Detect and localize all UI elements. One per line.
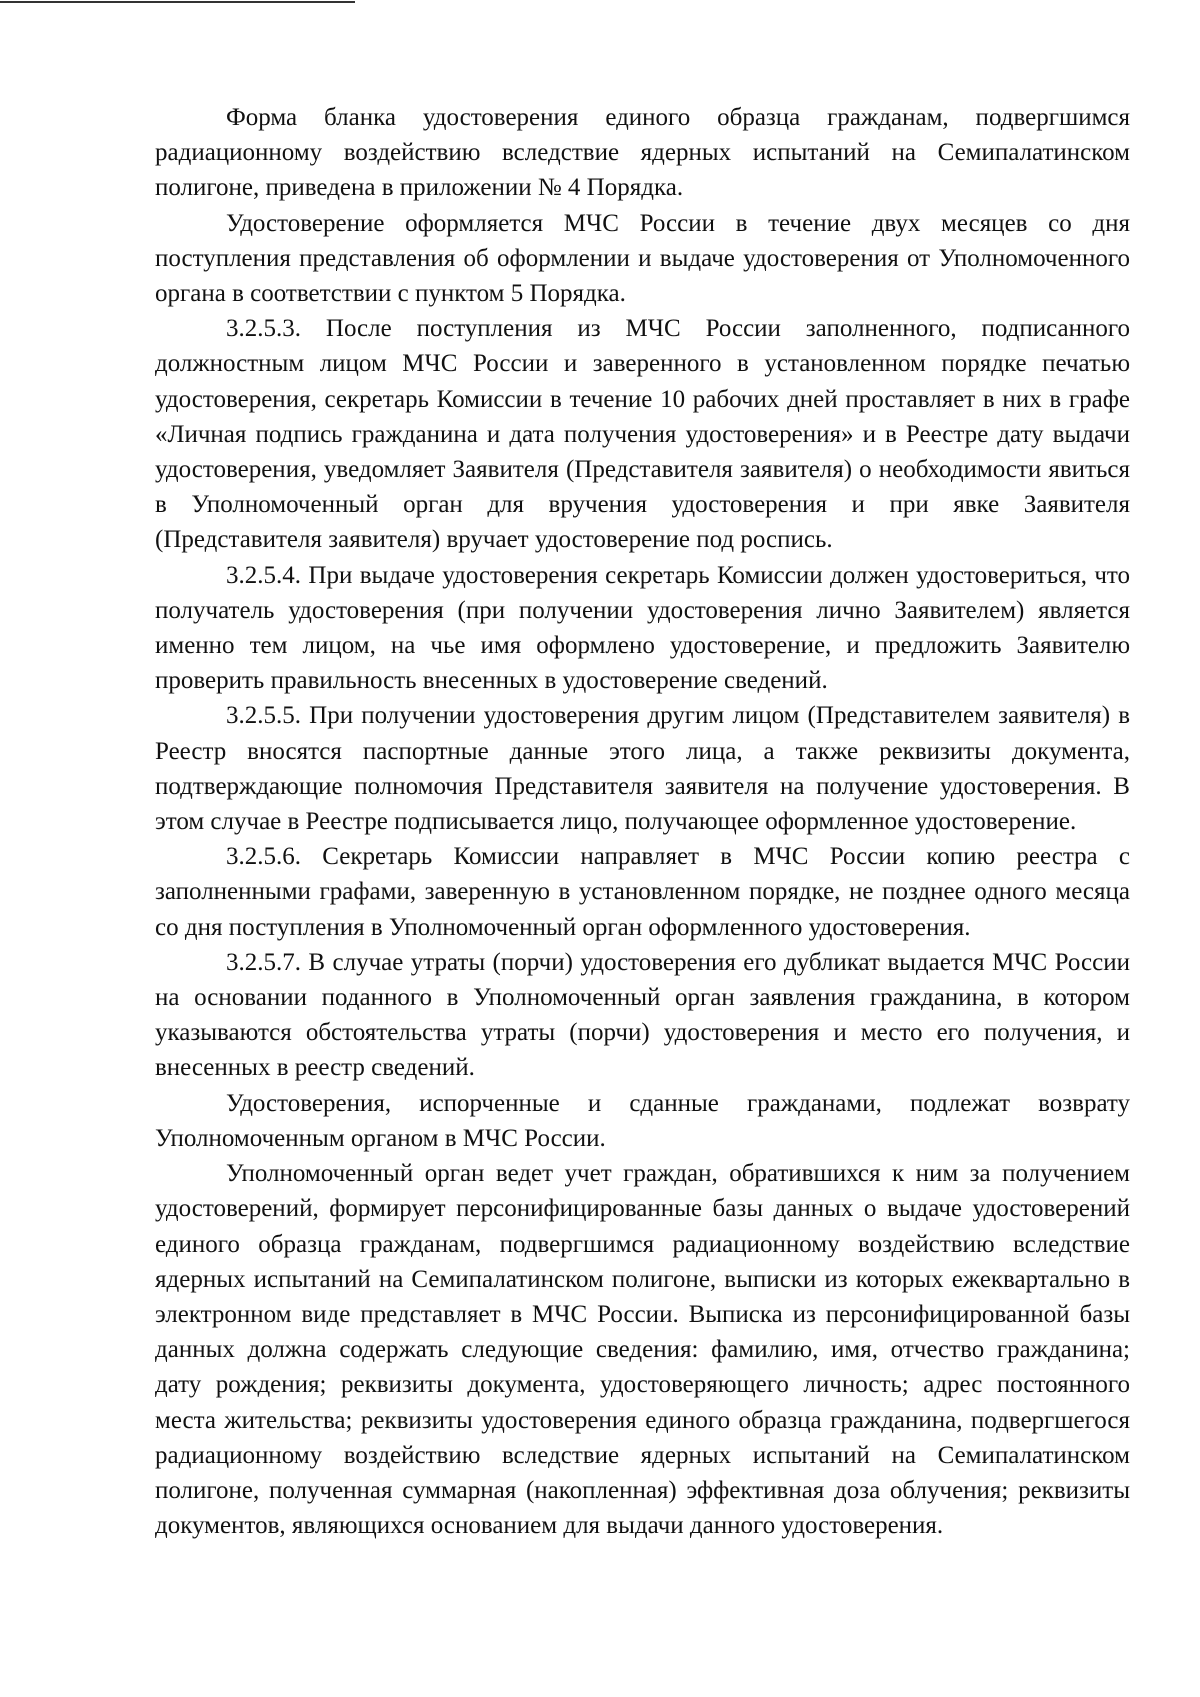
paragraph-3-2-5-6: 3.2.5.6. Секретарь Комиссии направляет в МЧС России копию реестра с заполненными графами, заверенную в установленном порядке, не позднее одного месяца со дня поступления в Уполномоченный орган оформленного удостоверения.: [155, 843, 1130, 941]
paragraph-form-blank: Форма бланка удостоверения единого образца гражданам, подвергшимся радиационному воздействию вследствие ядерных испытаний на Семипалатинском полигоне, приведена в приложении № 4 Порядка.: [155, 104, 1130, 202]
paragraph-3-2-5-5: 3.2.5.5. При получении удостоверения другим лицом (Представителем заявителя) в Реестр вносятся паспортные данные этого лица, а также реквизиты документа, подтверждающие полномочия Представителя заявителя на получение удостоверения. В этом случае в Реестре подписывается лицо, получающее оформленное удостоверение.: [155, 702, 1130, 836]
paragraph-3-2-5-7: 3.2.5.7. В случае утраты (порчи) удостоверения его дубликат выдается МЧС России на основании поданного в Уполномоченный орган заявления гражданина, в котором указываются обстоятельства утраты (порчи) удостоверения и место его получения, и внесенных в реестр сведений.: [155, 948, 1130, 1082]
scan-edge-line: [0, 1, 355, 3]
document-body: [155, 100, 1130, 1543]
paragraph-3-2-5-4: 3.2.5.4. При выдаче удостоверения секретарь Комиссии должен удостовериться, что получатель удостоверения (при получении удостоверения лично Заявителем) является именно тем лицом, на чье имя оформлено удостоверение, и предложить Заявителю проверить правильность внесенных в удостоверение сведений.: [155, 561, 1130, 695]
paragraph-records-database: Уполномоченный орган ведет учет граждан, обратившихся к ним за получением удостоверений, формирует персонифицированные базы данных о выдаче удостоверений единого образца гражданам, подвергшимся радиационному воздействию вследствие ядерных испытаний на Семипалатинском полигоне, выписки из которых ежеквартально в электронном виде представляет в МЧС России. Выписка из персонифицированной базы данных должна содержать следующие сведения: фамилию, имя, отчество гражданина; дату рождения; реквизиты документа, удостоверяющего личность; адрес постоянного места жительства; реквизиты удостоверения единого образца гражданина, подвергшегося радиационному воздействию вследствие ядерных испытаний на Семипалатинском полигоне, полученная суммарная (накопленная) эффективная доза облучения; реквизиты документов, являющихся основанием для выдачи данного удостоверения.: [155, 1160, 1130, 1540]
paragraph-3-2-5-3: 3.2.5.3. После поступления из МЧС России заполненного, подписанного должностным лицом МЧС России и заверенного в установленном порядке печатью удостоверения, секретарь Комиссии в течение 10 рабочих дней проставляет в них в графе «Личная подпись гражданина и дата получения удостоверения» и в Реестре дату выдачи удостоверения, уведомляет Заявителя (Представителя заявителя) о необходимости явиться в Уполномоченный орган для вручения удостоверения и при явке Заявителя (Представителя заявителя) вручает удостоверение под роспись.: [155, 315, 1130, 554]
paragraph-issuance-term: Удостоверение оформляется МЧС России в течение двух месяцев со дня поступления представления об оформлении и выдаче удостоверения от Уполномоченного органа в соответствии с пунктом 5 Порядка.: [155, 209, 1130, 308]
paragraph-spoiled-certificates: Удостоверения, испорченные и сданные гражданами, подлежат возврату Уполномоченным органом в МЧС России.: [155, 1089, 1130, 1152]
